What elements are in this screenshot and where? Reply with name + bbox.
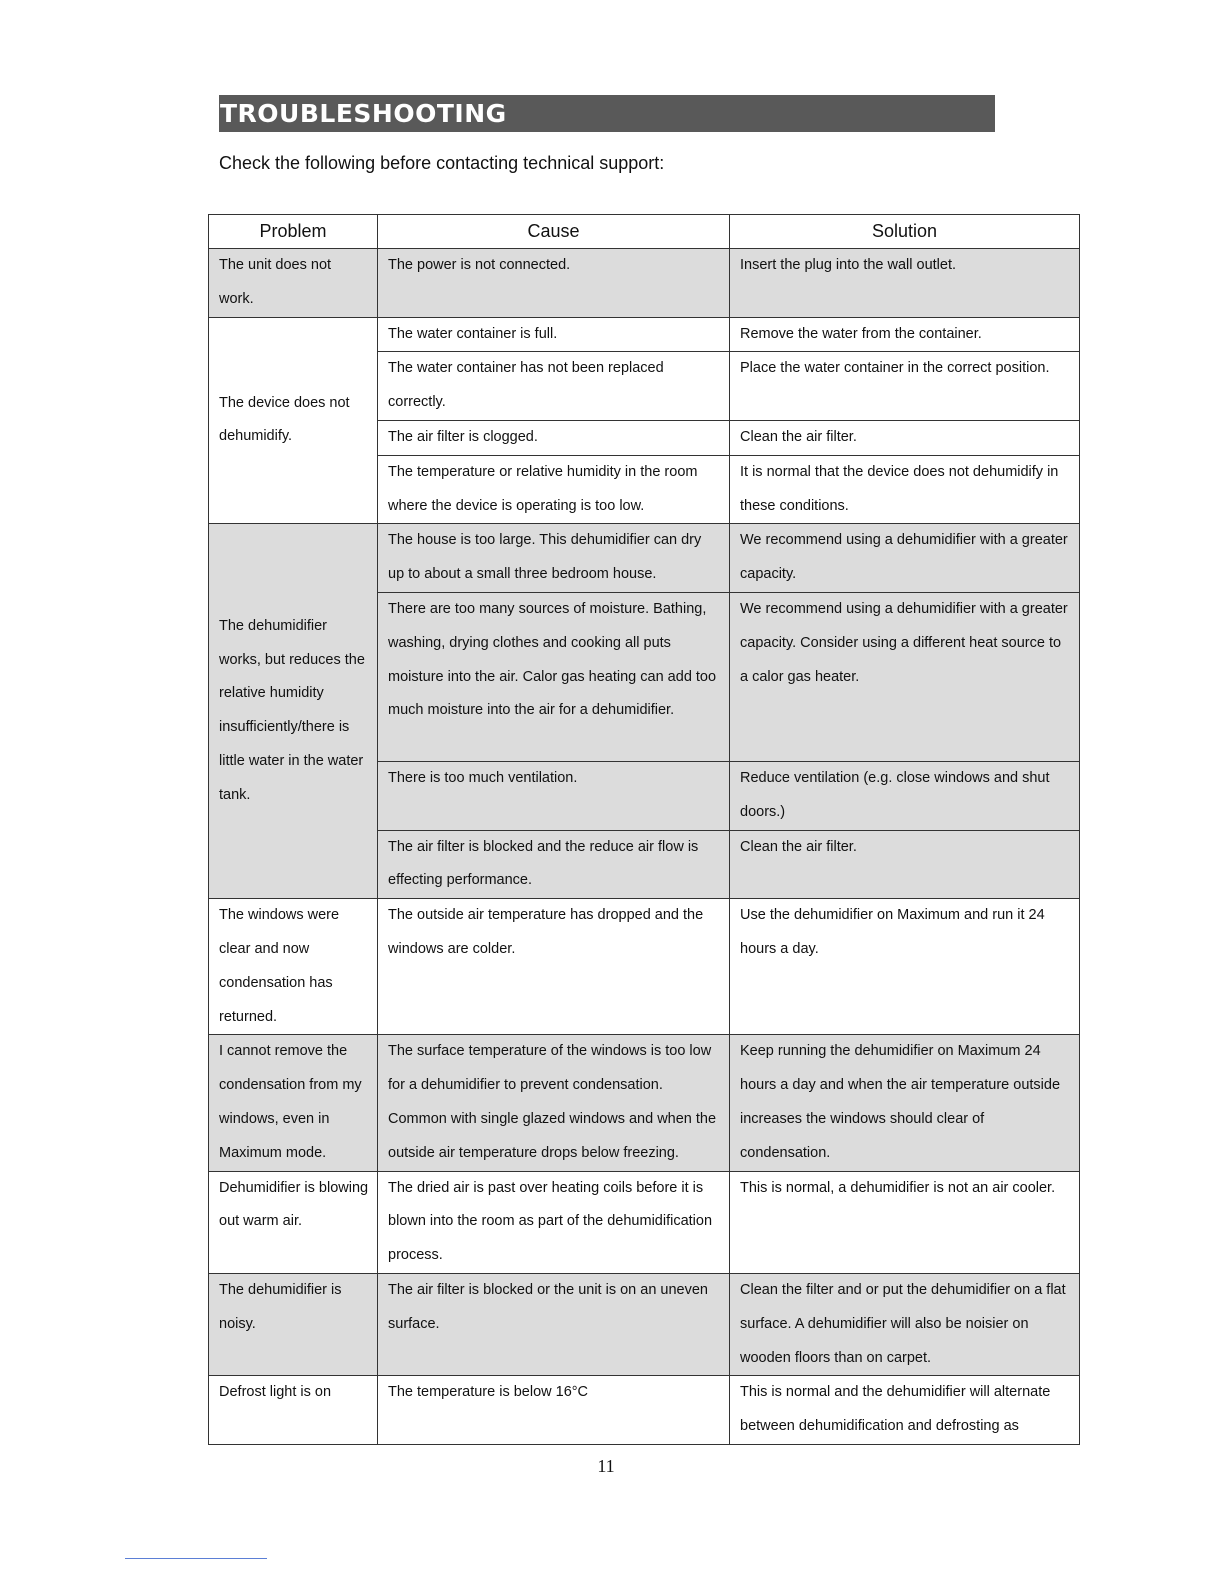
solution-cell: This is normal and the dehumidifier will alternate between dehumidification and defrosting as bbox=[730, 1376, 1080, 1445]
table-row bbox=[209, 1273, 1080, 1375]
solution-cell: Clean the air filter. bbox=[730, 830, 1080, 899]
page-number: 11 bbox=[597, 1456, 615, 1476]
problem-cell: The device does not dehumidify. bbox=[209, 317, 378, 524]
solution-cell: Clean the filter and or put the dehumidifier on a flat surface. A dehumidifier will also be noisier on wooden floors than on carpet. bbox=[730, 1273, 1080, 1375]
solution-cell: Use the dehumidifier on Maximum and run it 24 hours a day. bbox=[730, 899, 1080, 1035]
cause-cell: There are too many sources of moisture. Bathing, washing, drying clothes and cooking all puts moisture into the air. Calor gas heating can add too much moisture into the air for a dehumidifier. bbox=[378, 592, 730, 761]
solution-cell: Place the water container in the correct position. bbox=[730, 352, 1080, 421]
intro-text: Check the following before contacting technical support: bbox=[219, 153, 665, 173]
cause-cell: The temperature or relative humidity in the room where the device is operating is too low. bbox=[378, 455, 730, 524]
problem-cell: The windows were clear and now condensation has returned. bbox=[209, 899, 378, 1035]
section-banner bbox=[219, 95, 995, 132]
cause-cell: The outside air temperature has dropped and the windows are colder. bbox=[378, 899, 730, 1035]
solution-cell: Reduce ventilation (e.g. close windows and shut doors.) bbox=[730, 761, 1080, 830]
cause-cell: The water container has not been replaced correctly. bbox=[378, 352, 730, 421]
header-problem: Problem bbox=[209, 215, 378, 249]
cause-cell: The air filter is blocked or the unit is on an uneven surface. bbox=[378, 1273, 730, 1375]
section-title: TROUBLESHOOTING bbox=[220, 99, 507, 128]
table-row bbox=[209, 524, 1080, 593]
problem-cell: The dehumidifier works, but reduces the relative humidity insufficiently/there is little water in the water tank. bbox=[209, 524, 378, 899]
table-row bbox=[209, 1035, 1080, 1171]
troubleshooting-table bbox=[208, 214, 1080, 1445]
header-solution: Solution bbox=[730, 215, 1080, 249]
solution-cell: It is normal that the device does not dehumidify in these conditions. bbox=[730, 455, 1080, 524]
table-header-row bbox=[209, 215, 1080, 249]
problem-cell: The dehumidifier is noisy. bbox=[209, 1273, 378, 1375]
solution-cell: We recommend using a dehumidifier with a greater capacity. bbox=[730, 524, 1080, 593]
cause-cell: The temperature is below 16°C bbox=[378, 1376, 730, 1445]
cause-cell: The air filter is clogged. bbox=[378, 420, 730, 455]
cause-cell: The water container is full. bbox=[378, 317, 730, 352]
solution-cell: Keep running the dehumidifier on Maximum 24 hours a day and when the air temperature outside increases the windows should clear of condensation. bbox=[730, 1035, 1080, 1171]
cause-cell: The surface temperature of the windows is too low for a dehumidifier to prevent condensation. Common with single glazed windows and when the outside air temperature drops below freezing. bbox=[378, 1035, 730, 1171]
table-row bbox=[209, 249, 1080, 318]
cause-cell: There is too much ventilation. bbox=[378, 761, 730, 830]
cause-cell: The air filter is blocked and the reduce air flow is effecting performance. bbox=[378, 830, 730, 899]
problem-cell: Dehumidifier is blowing out warm air. bbox=[209, 1171, 378, 1273]
table-row bbox=[209, 899, 1080, 1035]
problem-cell: Defrost light is on bbox=[209, 1376, 378, 1445]
footnote-divider bbox=[125, 1558, 267, 1559]
cause-cell: The house is too large. This dehumidifier can dry up to about a small three bedroom house. bbox=[378, 524, 730, 593]
solution-cell: Insert the plug into the wall outlet. bbox=[730, 249, 1080, 318]
solution-cell: Clean the air filter. bbox=[730, 420, 1080, 455]
table-row bbox=[209, 317, 1080, 352]
cause-cell: The power is not connected. bbox=[378, 249, 730, 318]
cause-cell: The dried air is past over heating coils before it is blown into the room as part of the dehumidification process. bbox=[378, 1171, 730, 1273]
problem-cell: I cannot remove the condensation from my windows, even in Maximum mode. bbox=[209, 1035, 378, 1171]
header-cause: Cause bbox=[378, 215, 730, 249]
solution-cell: Remove the water from the container. bbox=[730, 317, 1080, 352]
problem-cell: The unit does not work. bbox=[209, 249, 378, 318]
solution-cell: This is normal, a dehumidifier is not an air cooler. bbox=[730, 1171, 1080, 1273]
table-row bbox=[209, 1376, 1080, 1445]
table-row bbox=[209, 1171, 1080, 1273]
solution-cell: We recommend using a dehumidifier with a greater capacity. Consider using a different heat source to a calor gas heater. bbox=[730, 592, 1080, 761]
